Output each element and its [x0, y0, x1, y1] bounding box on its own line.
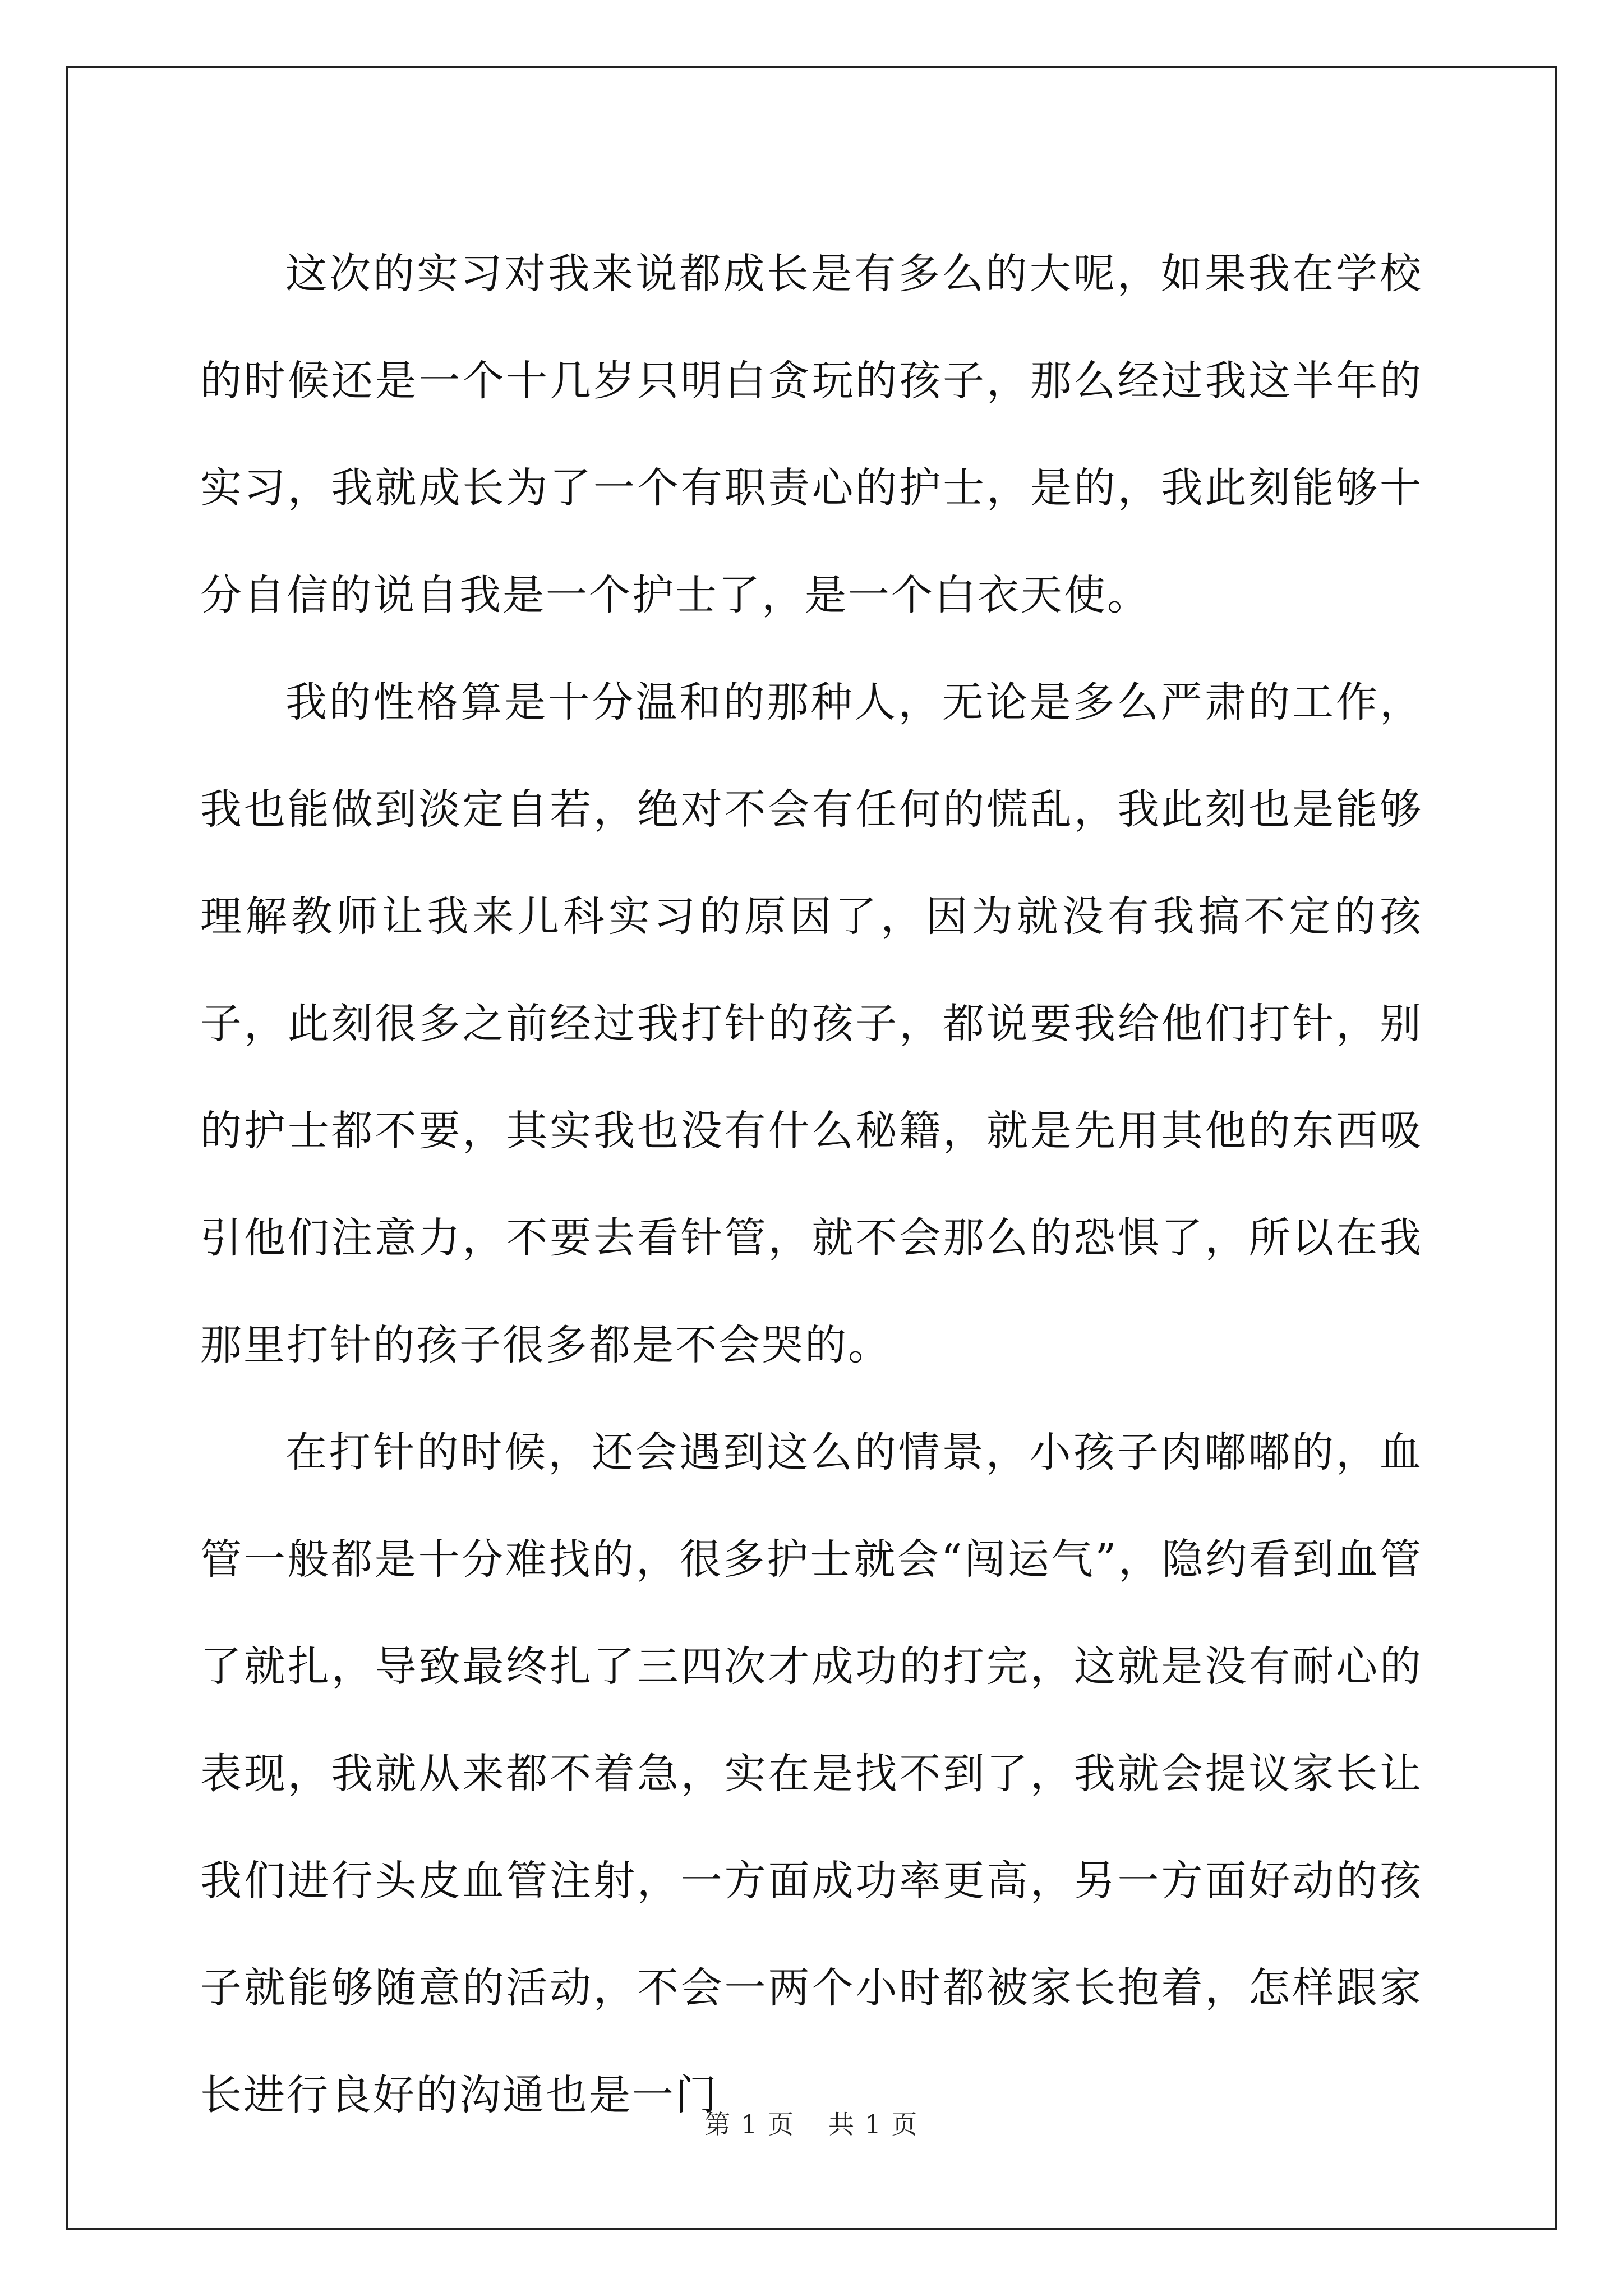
page-total: 共 1 页: [828, 2109, 919, 2139]
document-body: [200, 220, 1423, 2149]
paragraph-2: 我的性格算是十分温和的那种人，无论是多么严肃的工作，我也能做到淡定自若，绝对不会有任何的慌乱，我此刻也是能够理解教师让我来儿科实习的原因了，因为就没有我搞不定的孩子，此刻很多之前经过我打针的孩子，都说要我给他们打针，别的护士都不要，其实我也没有什么秘籍，就是先用其他的东西吸引他们注意力，不要去看针管，就不会那么的恐惧了，所以在我那里打针的孩子很多都是不会哭的。: [200, 678, 1423, 1369]
page-number: 第 1 页: [704, 2109, 795, 2139]
page-footer: [0, 2108, 1623, 2141]
paragraph-3: 在打针的时候，还会遇到这么的情景，小孩子肉嘟嘟的，血管一般都是十分难找的，很多护士就会“闯运气”，隐约看到血管了就扎，导致最终扎了三四次才成功的打完，这就是没有耐心的表现，我就从来都不着急，实在是找不到了，我就会提议家长让我们进行头皮血管注射，一方面成功率更高，另一方面好动的孩子就能够随意的活动，不会一两个小时都被家长抱着，怎样跟家长进行良好的沟通也是一门: [200, 1428, 1423, 2119]
paragraph-1: 这次的实习对我来说都成长是有多么的大呢，如果我在学校的时候还是一个十几岁只明白贪玩的孩子，那么经过我这半年的实习，我就成长为了一个有职责心的护士，是的，我此刻能够十分自信的说自我是一个护士了，是一个白衣天使。: [200, 250, 1423, 619]
